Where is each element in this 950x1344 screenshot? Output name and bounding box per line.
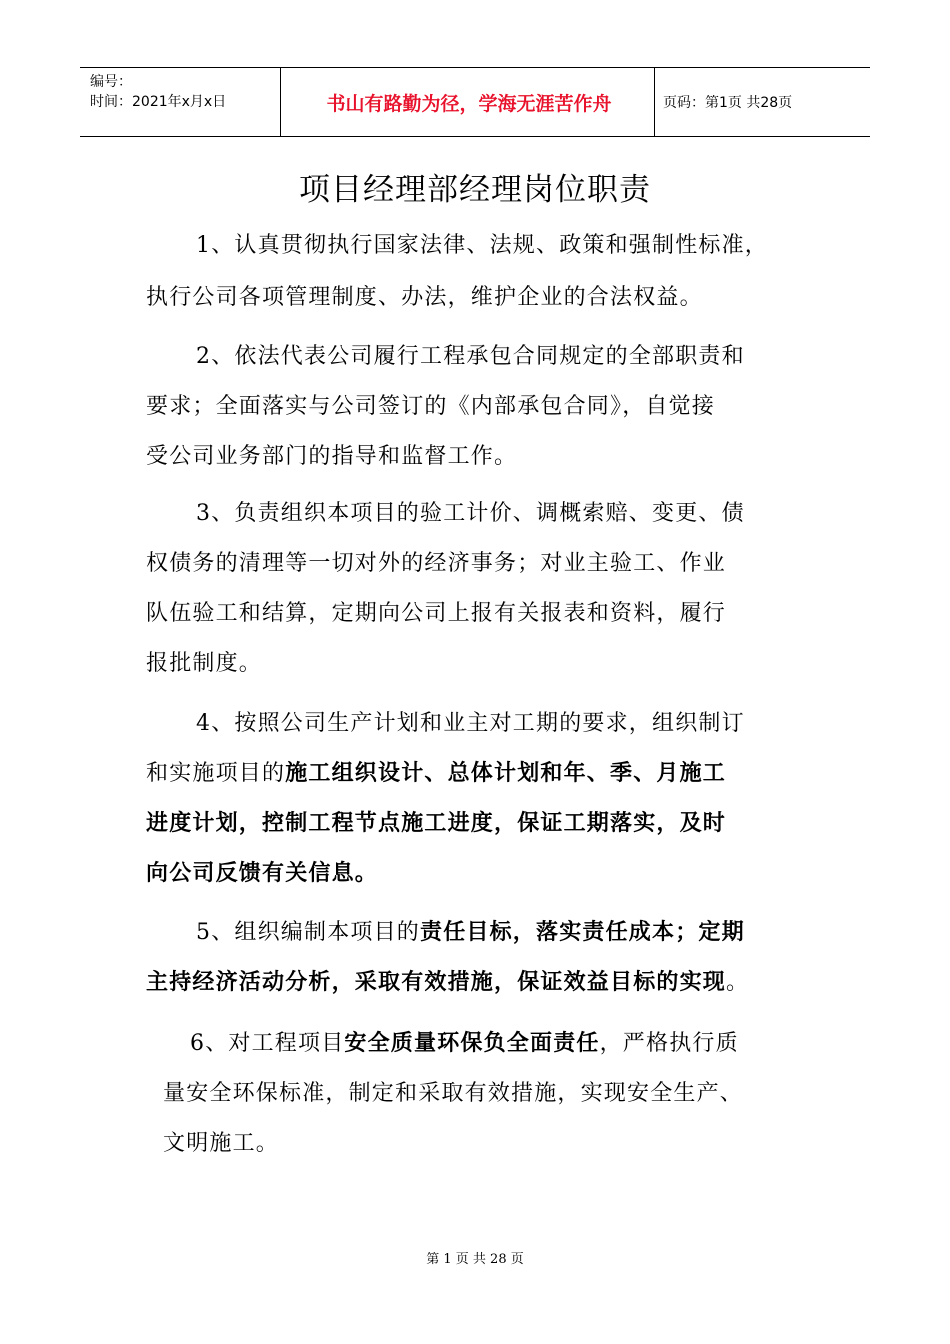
paragraph-6-line-2: 量安全环保标准，制定和采取有效措施，实现安全生产、	[163, 1081, 744, 1106]
number-label: 编号：	[90, 74, 132, 90]
paragraph-5-bold: 主持经济活动分析，采取有效措施，保证效益目标的实现	[146, 970, 727, 995]
paragraph-6-text: ，严格执行质	[599, 1031, 739, 1056]
paragraph-2-line-2: 要求；全面落实与公司签订的《内部承包合同》，自觉接	[146, 394, 716, 419]
paragraph-3-line-3: 队伍验工和结算，定期向公司上报有关报表和资料，履行	[146, 601, 727, 626]
paragraph-6-text: 6、对工程项目	[190, 1031, 345, 1056]
paragraph-1-line-1: 1、认真贯彻执行国家法律、法规、政策和强制性标准，	[196, 233, 768, 258]
paragraph-4-line-3: 进度计划，控制工程节点施工进度，保证工期落实，及时	[146, 811, 727, 836]
document-title: 项目经理部经理岗位职责	[299, 172, 651, 208]
header-meta	[90, 72, 226, 112]
page-footer: 第 1 页 共 28 页	[426, 1252, 524, 1267]
paragraph-6-bold: 安全质量环保负全面责任	[344, 1031, 600, 1056]
paragraph-5-text: 。	[726, 970, 750, 995]
paragraph-5-line-1	[196, 915, 745, 946]
paragraph-5-text: 5、组织编制本项目的	[196, 920, 420, 945]
document-header	[80, 67, 870, 137]
paragraph-5-line-2	[146, 965, 749, 996]
paragraph-4-line-1: 4、按照公司生产计划和业主对工期的要求，组织制订	[196, 711, 745, 736]
paragraph-2-line-3: 受公司业务部门的指导和监督工作。	[146, 444, 518, 469]
paragraph-1-line-2: 执行公司各项管理制度、办法，维护企业的合法权益。	[146, 285, 703, 310]
paragraph-4-line-4: 向公司反馈有关信息。	[146, 861, 379, 886]
paragraph-4-bold: 施工组织设计、总体计划和年、季、月施工	[285, 761, 727, 786]
paragraph-6-line-1	[190, 1026, 739, 1057]
header-divider	[654, 68, 655, 136]
header-motto: 书山有路勤为径，学海无涯苦作舟	[326, 92, 612, 115]
header-page-info: 页码：第1页 共28页	[663, 95, 793, 111]
paragraph-6-line-3: 文明施工。	[163, 1131, 280, 1156]
paragraph-2-line-1: 2、依法代表公司履行工程承包合同规定的全部职责和	[196, 344, 745, 369]
paragraph-3-line-1: 3、负责组织本项目的验工计价、调概索赔、变更、债	[196, 501, 745, 526]
paragraph-4-line-2	[146, 756, 726, 787]
header-divider	[280, 68, 281, 136]
paragraph-5-bold: 责任目标，落实责任成本；定期	[420, 920, 745, 945]
paragraph-3-line-4: 报批制度。	[146, 651, 263, 676]
paragraph-4-text: 和实施项目的	[146, 761, 286, 786]
paragraph-3-line-2: 权债务的清理等一切对外的经济事务；对业主验工、作业	[146, 551, 727, 576]
time-label: 时间：2021年x月x日	[90, 94, 227, 110]
